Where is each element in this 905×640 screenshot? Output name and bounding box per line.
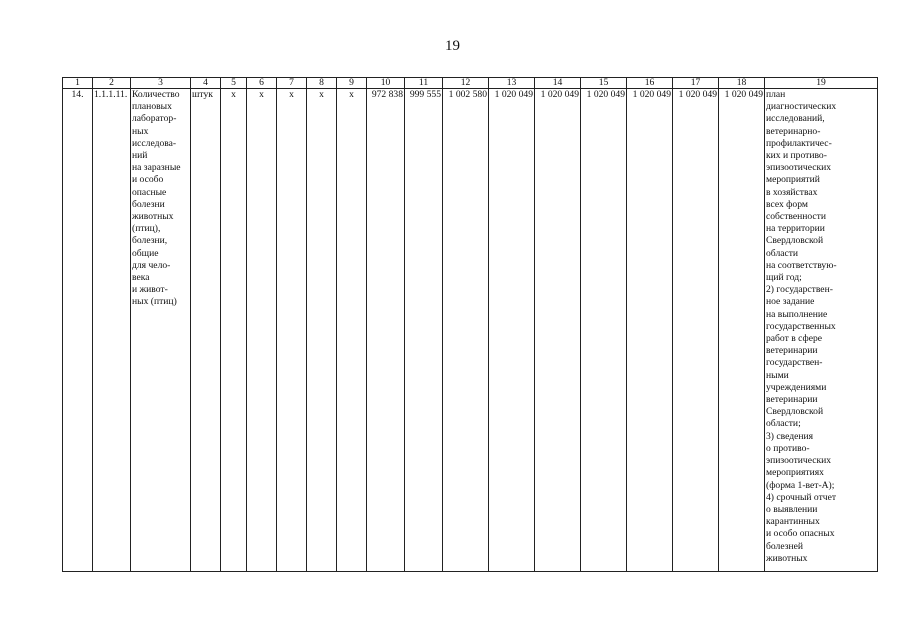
text-line: Свердловской <box>766 235 824 247</box>
header-cell: 13 <box>489 78 535 89</box>
text-line: ветеринарии <box>766 394 818 406</box>
text-line: Свердловской <box>766 406 824 418</box>
text-line: (форма 1-вет-А); <box>766 479 835 491</box>
value-cell-7: х <box>277 89 307 572</box>
value-cell-8: х <box>307 89 337 572</box>
value-cell-9: х <box>337 89 367 572</box>
header-cell: 18 <box>719 78 765 89</box>
header-cell: 10 <box>367 78 405 89</box>
value-cell-18: 1 020 049 <box>719 89 765 572</box>
table-row <box>63 89 878 572</box>
header-row <box>63 78 878 89</box>
text-line: всех форм <box>766 198 808 210</box>
text-line: на соответствую- <box>766 259 837 271</box>
value-cell-6: х <box>247 89 277 572</box>
text-line: государственных <box>766 320 836 332</box>
value-cell-10: 972 838 <box>367 89 405 572</box>
text-line: болезни, <box>132 235 168 247</box>
text-line: учреждениями <box>766 381 827 393</box>
header-cell: 17 <box>673 78 719 89</box>
indicator-name-cell <box>131 89 191 572</box>
text-line: ний <box>132 150 148 162</box>
header-cell: 3 <box>131 78 191 89</box>
text-line: плановых <box>132 101 172 113</box>
text-line: о противо- <box>766 442 810 454</box>
text-line: болезни <box>132 198 165 210</box>
text-line: ких и противо- <box>766 150 827 162</box>
value-cell-5: х <box>221 89 247 572</box>
text-line: собственности <box>766 211 827 223</box>
value-cell-15: 1 020 049 <box>581 89 627 572</box>
header-cell: 5 <box>221 78 247 89</box>
text-line: карантинных <box>766 516 820 528</box>
text-line: план <box>766 89 786 100</box>
data-source-lines <box>766 89 876 565</box>
header-cell: 4 <box>191 78 221 89</box>
text-line: мероприятиях <box>766 467 824 479</box>
data-source-cell <box>765 89 878 572</box>
text-line: животных <box>132 211 174 223</box>
text-line: 2) государствен- <box>766 284 833 296</box>
text-line: на выполнение <box>766 308 828 320</box>
header-cell: 15 <box>581 78 627 89</box>
text-line: ных <box>132 125 149 137</box>
text-line: мероприятий <box>766 174 820 186</box>
text-line: в хозяйствах <box>766 186 818 198</box>
value-cell-13: 1 020 049 <box>489 89 535 572</box>
text-line: и живот- <box>132 284 168 296</box>
text-line: и особо опасных <box>766 528 835 540</box>
text-line: о выявлении <box>766 503 818 515</box>
value-cell-16: 1 020 049 <box>627 89 673 572</box>
text-line: опасные <box>132 186 167 198</box>
unit-cell: штук <box>191 89 221 572</box>
header-cell: 9 <box>337 78 367 89</box>
header-cell: 14 <box>535 78 581 89</box>
text-line: щий год; <box>766 272 802 284</box>
text-line: века <box>132 272 150 284</box>
text-line: болезней <box>766 540 804 552</box>
text-line: эпизоотических <box>766 455 832 467</box>
value-cell-11: 999 555 <box>405 89 443 572</box>
text-line: на территории <box>766 223 825 235</box>
text-line: эпизоотических <box>766 162 832 174</box>
text-line: ными <box>766 369 789 381</box>
text-line: ветеринарии <box>766 345 818 357</box>
text-line: диагностических <box>766 101 837 113</box>
text-line: ное задание <box>766 296 815 308</box>
header-cell: 2 <box>93 78 131 89</box>
text-line: для чело- <box>132 259 171 271</box>
value-cell-17: 1 020 049 <box>673 89 719 572</box>
value-cell-12: 1 002 580 <box>443 89 489 572</box>
text-line: 4) срочный отчет <box>766 491 837 503</box>
indicator-table <box>62 77 878 572</box>
text-line: области <box>766 247 799 259</box>
header-cell: 19 <box>765 78 878 89</box>
row-code-cell: 1.1.1.11. <box>93 89 131 572</box>
header-cell: 6 <box>247 78 277 89</box>
text-line: профилактичес- <box>766 137 832 149</box>
text-line: исследований, <box>766 113 825 125</box>
header-cell: 8 <box>307 78 337 89</box>
text-line: 3) сведения <box>766 430 814 442</box>
header-cell: 11 <box>405 78 443 89</box>
text-line: на заразные <box>132 162 181 174</box>
header-cell: 16 <box>627 78 673 89</box>
row-number-cell: 14. <box>63 89 93 572</box>
text-line: ных (птиц) <box>132 296 177 308</box>
text-line: лаборатор- <box>132 113 177 125</box>
text-line: (птиц), <box>132 223 161 235</box>
value-cell-14: 1 020 049 <box>535 89 581 572</box>
text-line: государствен- <box>766 357 823 369</box>
text-line: исследова- <box>132 137 177 149</box>
text-line: работ в сфере <box>766 333 823 345</box>
header-cell: 12 <box>443 78 489 89</box>
text-line: ветеринарно- <box>766 125 821 137</box>
header-cell: 1 <box>63 78 93 89</box>
indicator-name-lines <box>132 89 189 309</box>
text-line: животных <box>766 552 808 564</box>
header-cell: 7 <box>277 78 307 89</box>
text-line: и особо <box>132 174 164 186</box>
page-number: 19 <box>445 38 460 54</box>
text-line: Количество <box>132 89 180 100</box>
text-line: области; <box>766 418 801 430</box>
text-line: общие <box>132 247 159 259</box>
